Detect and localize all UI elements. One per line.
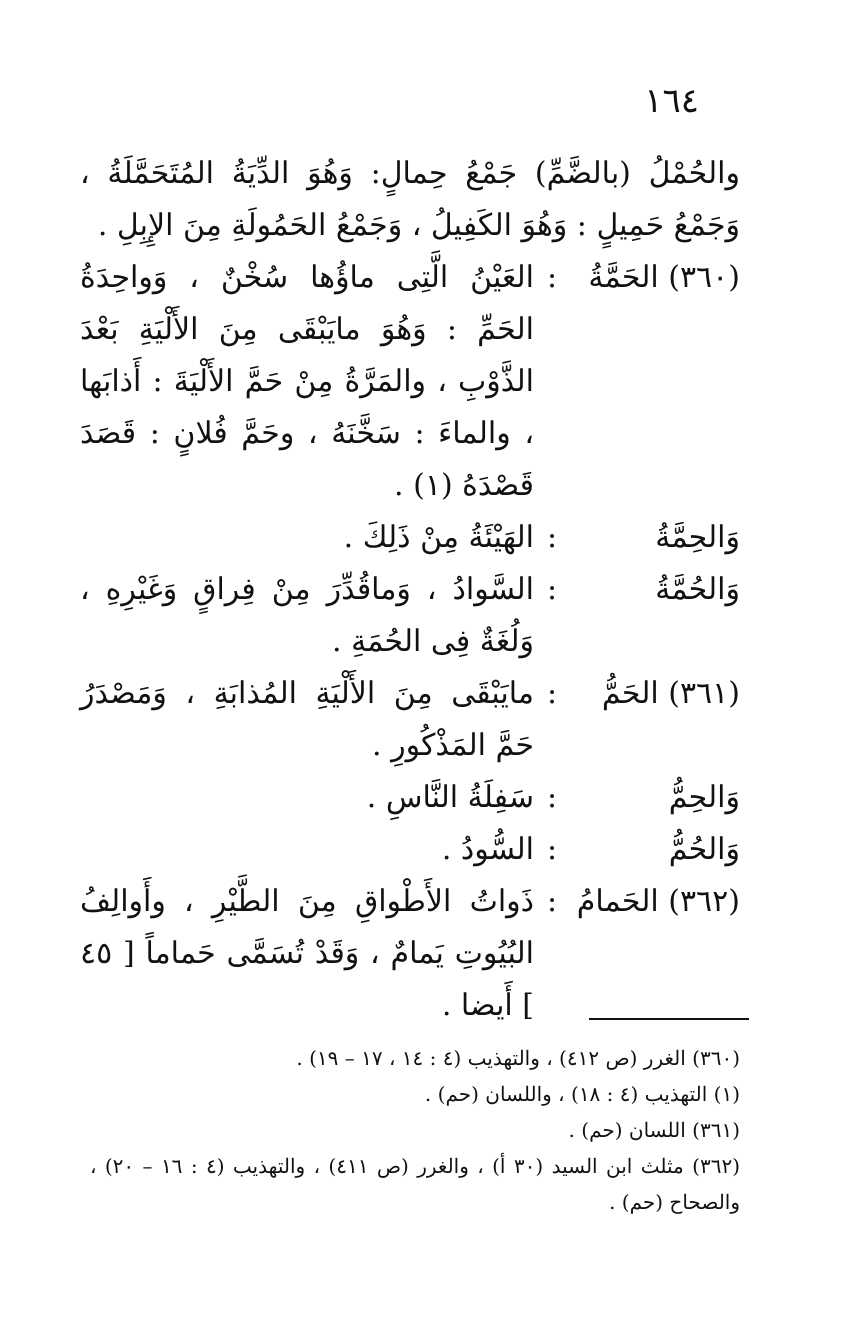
entry-colon: :	[546, 780, 558, 815]
entry-colon: :	[546, 572, 558, 607]
entry-hummah	[80, 564, 740, 668]
footnote-362: (٣٦٢) مثلث ابن السيد (٣٠ أ) ، والغرر (ص ٤١١) ، والتهذيب (٤ : ١٦ – ٢٠) ، والصحاح (حم) .	[90, 1154, 740, 1214]
entry-definition: السُّودُ .	[441, 832, 534, 867]
entry-himmah	[80, 512, 740, 564]
entry-definition: مايَبْقَى مِنَ الأَلْيَةِ المُذابَةِ ، وَمَصْدَرُ حَمَّ المَذْكُورِ .	[80, 676, 534, 763]
entry-colon: :	[546, 676, 558, 711]
footnote-360: (٣٦٠) الغرر (ص ٤١٢) ، والتهذيب (٤ : ١٤ ، ١٧ – ١٩) .	[296, 1046, 740, 1070]
entry-definition: العَيْنُ الَّتِى ماؤُها سُخْنٌ ، وَواحِدَةُ الحَمِّ : وَهُوَ مايَبْقَى مِنَ الأَلْيَةِ بَعْدَ الذَّوْبِ ، والمَرَّةُ مِنْ حَمَّ الأَلْيَةَ : أَذابَها ، والماءَ : سَخَّنَهُ ، وحَمَّ فُلانٍ : قَصَدَ قَصْدَهُ (١) .	[80, 260, 534, 503]
entry-362-hamam	[80, 876, 740, 1032]
entry-colon: :	[546, 832, 558, 867]
entry-himm	[80, 772, 740, 824]
intro-paragraph: والحُمْلُ (بالضَّمِّ) جَمْعُ حِمالٍ: وَهُوَ الدِّيَةُ المُتَحَمَّلَةُ ، وَجَمْعُ حَمِيلٍ : وَهُوَ الكَفِيلُ ، وَجَمْعُ الحَمُولَةِ مِنَ الإِبِلِ .	[80, 156, 740, 243]
entry-headword: وَالحُمُّ	[668, 832, 740, 867]
entry-definition: ذَواتُ الأَطْواقِ مِنَ الطَّيْرِ ، وأَوالِفُ البُيُوتِ يَمامٌ ، وَقَدْ تُسَمَّى حَماماً [ ٤٥ ] أَيضا .	[80, 884, 534, 1023]
entry-definition: سَفِلَةُ النَّاسِ .	[366, 780, 534, 815]
footnote-1: (١) التهذيب (٤ : ١٨) ، واللسان (حم) .	[424, 1082, 740, 1106]
entry-360-hammah	[80, 252, 740, 512]
entry-headword: (٣٦٢) الحَمامُ	[576, 884, 740, 919]
entry-colon: :	[546, 884, 558, 919]
entry-colon: :	[546, 520, 558, 555]
entry-definition: الهَيْئَةُ مِنْ ذَلِكَ .	[343, 520, 534, 555]
entry-headword: وَالحِمُّ	[668, 780, 740, 815]
page-number: ١٦٤	[644, 81, 699, 121]
footnote-361: (٣٦١) اللسان (حم) .	[568, 1118, 740, 1142]
entry-361-hamm	[80, 668, 740, 772]
entry-headword: (٣٦١) الحَمُّ	[601, 676, 740, 711]
entry-colon: :	[546, 260, 558, 295]
entry-headword: وَالحِمَّةُ	[655, 520, 740, 555]
dictionary-text	[80, 148, 740, 1032]
entry-headword: (٣٦٠) الحَمَّةُ	[588, 260, 740, 295]
entry-definition: السَّوادُ ، وَماقُدِّرَ مِنْ فِراقٍ وَغَيْرِهِ ، وَلُغَةٌ فِى الحُمَةِ .	[80, 572, 534, 659]
footnotes	[90, 1040, 740, 1220]
entry-headword: وَالحُمَّةُ	[655, 572, 740, 607]
footnote-separator	[589, 1018, 749, 1020]
entry-humm	[80, 824, 740, 876]
